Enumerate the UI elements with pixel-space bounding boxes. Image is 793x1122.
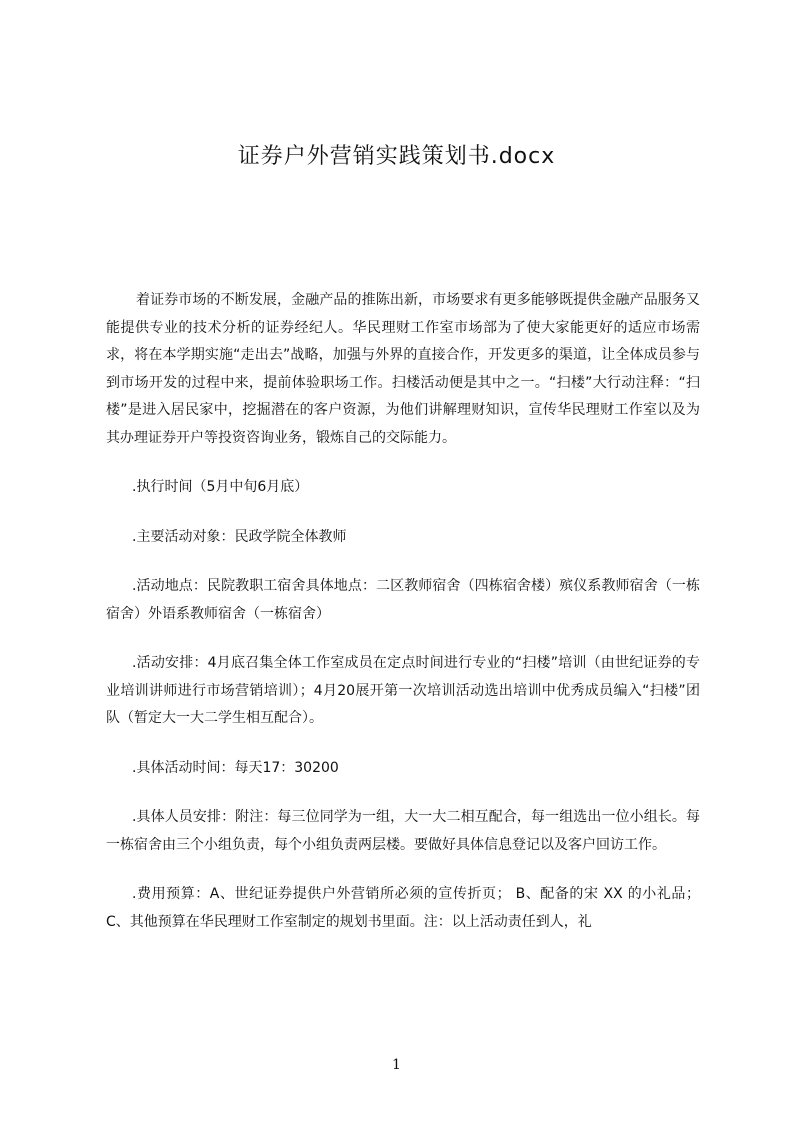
target-audience-item: .主要活动对象：民政学院全体教师 [132,528,347,545]
document-body [106,287,700,958]
staff-arrangement-item: .具体人员安排：附注：每三位同学为一组，大一大二相互配合，每一组选出一位小组长。每一栋宿舍由三个小组负责，每个小组负责两层楼。要做好具体信息登记以及客户回访工作。 [106,809,700,853]
execution-time-item: .执行时间（5月中旬6月底） [132,479,309,495]
activity-arrangement-item: .活动安排：4月底召集全体工作室成员在定点时间进行专业的“扫楼”培训（由世纪证券的专业培训讲师进行市场营销培训）；4月20展开第一次培训活动选出培训中优秀成员编入“扫楼”团队（暂定大一大二学生相互配合）。 [106,655,700,726]
daily-activity-time-item: .具体活动时间：每天17：30200 [132,759,339,776]
activity-location-item: .活动地点：民院教职工宿舍具体地点：二区教师宿舍（四栋宿舍楼）殡仪系教师宿舍（一栋宿舍）外语系教师宿舍（一栋宿舍） [106,578,700,622]
intro-paragraph: 着证券市场的不断发展，金融产品的推陈出新，市场要求有更多能够既提供金融产品服务又能提供专业的技术分析的证券经纪人。华民理财工作室市场部为了使大家能更好的适应市场需求，将在本学期实施“走出去”战略，加强与外界的直接合作，开发更多的渠道，让全体成员参与到市场开发的过程中来，提前体验职场工作。扫楼活动便是其中之一。“扫楼”大行动注释：“扫楼”是进入居民家中，挖掘潜在的客户资源，为他们讲解理财知识，宣传华民理财工作室以及为其办理证券开户等投资咨询业务，锻炼自己的交际能力。 [106,292,700,446]
document-title: 证券户外营销实践策划书.docx [237,144,556,169]
budget-item: .费用预算：A、世纪证券提供户外营销所必须的宣传折页； B、配备的宋 XX 的小礼品；C、其他预算在华民理财工作室制定的规划书里面。注：以上活动责任到人，礼 [106,886,700,930]
page-number: 1 [392,1057,401,1073]
